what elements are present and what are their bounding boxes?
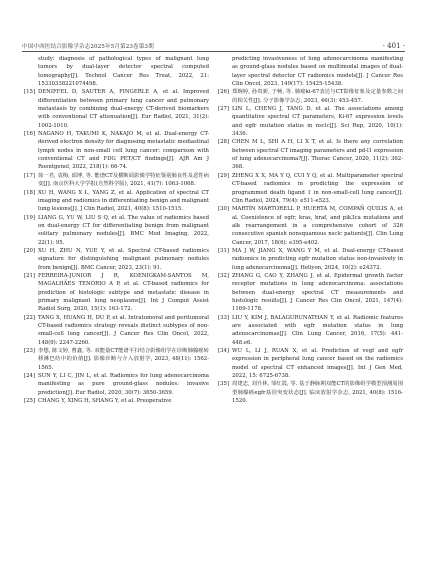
reference-text: MARTÍN MARTORELL P, HUERTA M, COMPAÑ QUILIS A, et al. Coexistence of egfr, kras, braf, and pik3ca mutations and alk rearrangement in a comprehensive cohort of 326 consecutive spanish nonsquamous nsclc patients[J]. Clin Lung Cancer, 2017, 18(6): e395-e402. [232, 206, 403, 246]
reference-text: MA J W, JIANG X, WANG Y M, et al. Dual-energy CT-based radiomics in predicting egfr mutation status non-invasively in lung adenocarcinoma[J]. Heliyon, 2024, 10(2): e24372. [232, 247, 403, 271]
reference-item [218, 347, 403, 380]
reference-number: [21] [24, 272, 35, 279]
reference-number: [32] [218, 272, 229, 279]
reference-number: [17] [24, 172, 35, 179]
reference-text: LIN L, CHENG J, TANG D, et al. The associations among quantitative spectral CT parameters, Ki-67 expression levels and egfr mutation status in nsclc[J]. Sci Rep, 2020, 10(1): 3436. [232, 106, 403, 138]
reference-item [218, 314, 403, 347]
right-column [218, 55, 403, 405]
reference-text: NAGANO H, TAKUMI K, NAKAJO M, et al. Dual-energy CT-derived electron density for diagnosing metastatic mediastinal lymph nodes in non-small cell lung cancer: comparison with conventional CT and FDG PET/CT findings[J]. AJR Am J Roentgenol, 2022, 218(1): 66-74. [38, 131, 209, 171]
page-number: · 401 · [382, 42, 405, 50]
reference-item [218, 247, 403, 272]
reference-item [218, 138, 403, 171]
reference-item [218, 105, 403, 138]
reference-text: CHANG Y, XING H, SHANG Y, et al. Preoperative [38, 398, 172, 405]
reference-number: [18] [24, 189, 35, 196]
header-rule [22, 51, 405, 52]
reference-text: LIANG G, YU W, LIU S Q, et al. The value of radiomics based on dual-energy CT for differentiating benign from malignant solitary pulmonary nodules[J]. BMC Med Imaging, 2022, 22(1): 95. [38, 214, 209, 246]
reference-item [218, 88, 403, 105]
reference-item [24, 130, 209, 172]
reference-text: 郑婉婷, 孙贵新, 于畅, 等. 肺癌ki-67表达与CT影像征象及定量参数之间的相关性[J]. 分子影像学杂志, 2023, 46(3): 453-457. [232, 89, 403, 104]
reference-text: ZHANG G, CAO Y, ZHANG J, et al. Epidermal growth factor receptor mutations in lung adenocarcinoma: associations between dual-energy spectral CT measurements and histologic results[J]. J Cancer Res Clin Oncol, 2021, 147(4): 1169-1178. [232, 272, 403, 313]
reference-number: [23] [24, 348, 35, 355]
reference-number: [25] [24, 398, 35, 405]
reference-number: [27] [218, 106, 229, 113]
reference-text: 周建忠, 刘升林, 邹红霞, 等. 基于静脉期双能CT的影像组学模型预测周围型肺腺癌egfr基因突变状态[J]. 临床放射学杂志, 2021, 40(8): 1516-1520. [232, 381, 403, 405]
reference-number: [24] [24, 373, 35, 380]
reference-item [24, 214, 209, 247]
left-column [24, 55, 209, 405]
reference-number: [34] [218, 348, 229, 355]
reference-item [24, 397, 209, 405]
reference-item [24, 247, 209, 272]
running-header [22, 38, 405, 50]
reference-text: FERREIRA-JUNIOR J R, KOENIGKAM-SANTOS M, MAGALHÃES TENÓRIO A P, et al. CT-based radiomics for prediction of histologic subtype and metastatic disease in primary malignant lung neoplasms[J]. Int J Comput Assist Radiol Surg, 2020, 15(1): 163-172. [38, 272, 209, 313]
reference-number: [33] [218, 314, 229, 321]
reference-number: [15] [24, 89, 35, 96]
reference-item [24, 372, 209, 397]
reference-number: [16] [24, 131, 35, 138]
reference-text: XU H, ZHU N, YUE Y, et al. Spectral CT-based radiomics signature for distinguishing malignant pulmonary nodules from benign[J]. BMC Cancer, 2023, 23(1): 91. [38, 247, 209, 271]
reference-item [24, 189, 209, 214]
reference-item [218, 380, 403, 405]
reference-item [24, 314, 209, 347]
reference-text: SUN Y, LI C, JIN L, et al. Radiomics for lung adenocarcinoma manifesting as pure ground-glass nodules: invasive prediction[J]. Eur Radiol, 2020, 30(7): 3650-3659. [38, 373, 209, 396]
reference-text: 李想, 陈文婷, 曹鑫, 等. 双能量CT能谱平扫结合影像组学在诊断肺腺癌转移淋巴结中的价值[J]. 影像诊断与介入放射学, 2023, 48(11): 1562-1565. [38, 348, 209, 371]
reference-text: 徐一君, 袁梅, 邱博, 等. 能谱CT及横断面影像学特征鉴别肺良性及恶性病变[J]. 南京医科大学学报(自然科学版), 2021, 41(7): 1063-1068. [38, 172, 209, 188]
reference-text: DENIFFEL D, SAUTER A, FINGERLE A, et al. Improved differentiation between primary lung cancer and pulmonary metastasis by combining dual-energy CT-derived biomarkers with conventional CT attenuation[J]. Eur Radiol, 2021, 31(2): 1002-1010. [38, 89, 209, 129]
reference-text: LIU Y, KIM J, BALAGURUNATHAN Y, et al. Radiomic features are associated with egfr mutation status in lung adenocarcinomas[J]. Clin Lung Cancer, 2016, 17(5): 441-448.e6. [232, 314, 403, 346]
reference-list [218, 88, 403, 405]
reference-text: WU L, LI J, RUAN X, et al. Prediction of vegf and egfr expression in peripheral lung cancer based on the radiomics model of spectral CT enhanced images[J]. Int J Gen Med, 2022, 15: 6725-6738. [232, 348, 403, 380]
reference-number: [31] [218, 247, 229, 254]
reference-continuation: predicting invasiveness of lung adenocarcinoma manifesting as ground-glass nodules based on multimodal images of dual-layer spectral detector CT radiomics models[J]. J Cancer Res Clin Oncol, 2023, 149(17): 15425-15438. [232, 56, 403, 88]
reference-number: [29] [218, 172, 229, 179]
reference-number: [28] [218, 139, 229, 146]
reference-item [24, 347, 209, 372]
reference-item [218, 172, 403, 205]
reference-text: CHEN M L, SHI A H, LI X T, et al. Is there any correlation between spectral CT imaging parameters and pd-l1 expression of lung adenocarcinoma?[J]. Thorac Cancer, 2020, 11(2): 362-368. [232, 139, 403, 171]
reference-continuation: study: diagnosis of pathological types of malignant lung tumors by dual-layer detector spectral computed tomography[J]. Technol Cancer Res Treat, 2022, 21: 15330338221074498. [38, 56, 209, 88]
reference-list [24, 88, 209, 405]
reference-text: ZHENG X X, MA Y Q, CUI Y Q, et al. Multiparameter spectral CT-based radiomics in predicting the expression of programmed death ligand 1 in non-small-cell lung cancer[J]. Clin Radiol, 2024, 79(4): e511-e523. [232, 172, 403, 204]
reference-number: [35] [218, 381, 229, 388]
reference-text: XU H, WANG X L, YANG Z, et al. Application of spectral CT imaging and radiomics in differentiating benign and malignant lung lesions[J]. J Clin Radiol, 2021, 40(8): 1510-1515. [38, 189, 209, 213]
reference-number: [30] [218, 206, 229, 213]
reference-item [218, 205, 403, 247]
reference-number: [22] [24, 314, 35, 321]
reference-item [218, 272, 403, 314]
journal-title: 中国中西医结合影像学杂志2025年5月第23卷第3期 [22, 44, 154, 50]
reference-item [24, 272, 209, 314]
reference-number: [26] [218, 89, 229, 96]
reference-item [24, 172, 209, 189]
reference-number: [20] [24, 247, 35, 254]
reference-number: [19] [24, 214, 35, 221]
reference-item [24, 88, 209, 130]
reference-text: TANG X, HUANG H, DU P, et al. Intratumoral and peritumoral CT-based radiomics strategy reveals distinct subtypes of non-small-cell lung cancer[J]. J Cancer Res Clin Oncol, 2022, 148(9): 2247-2260. [38, 314, 209, 346]
